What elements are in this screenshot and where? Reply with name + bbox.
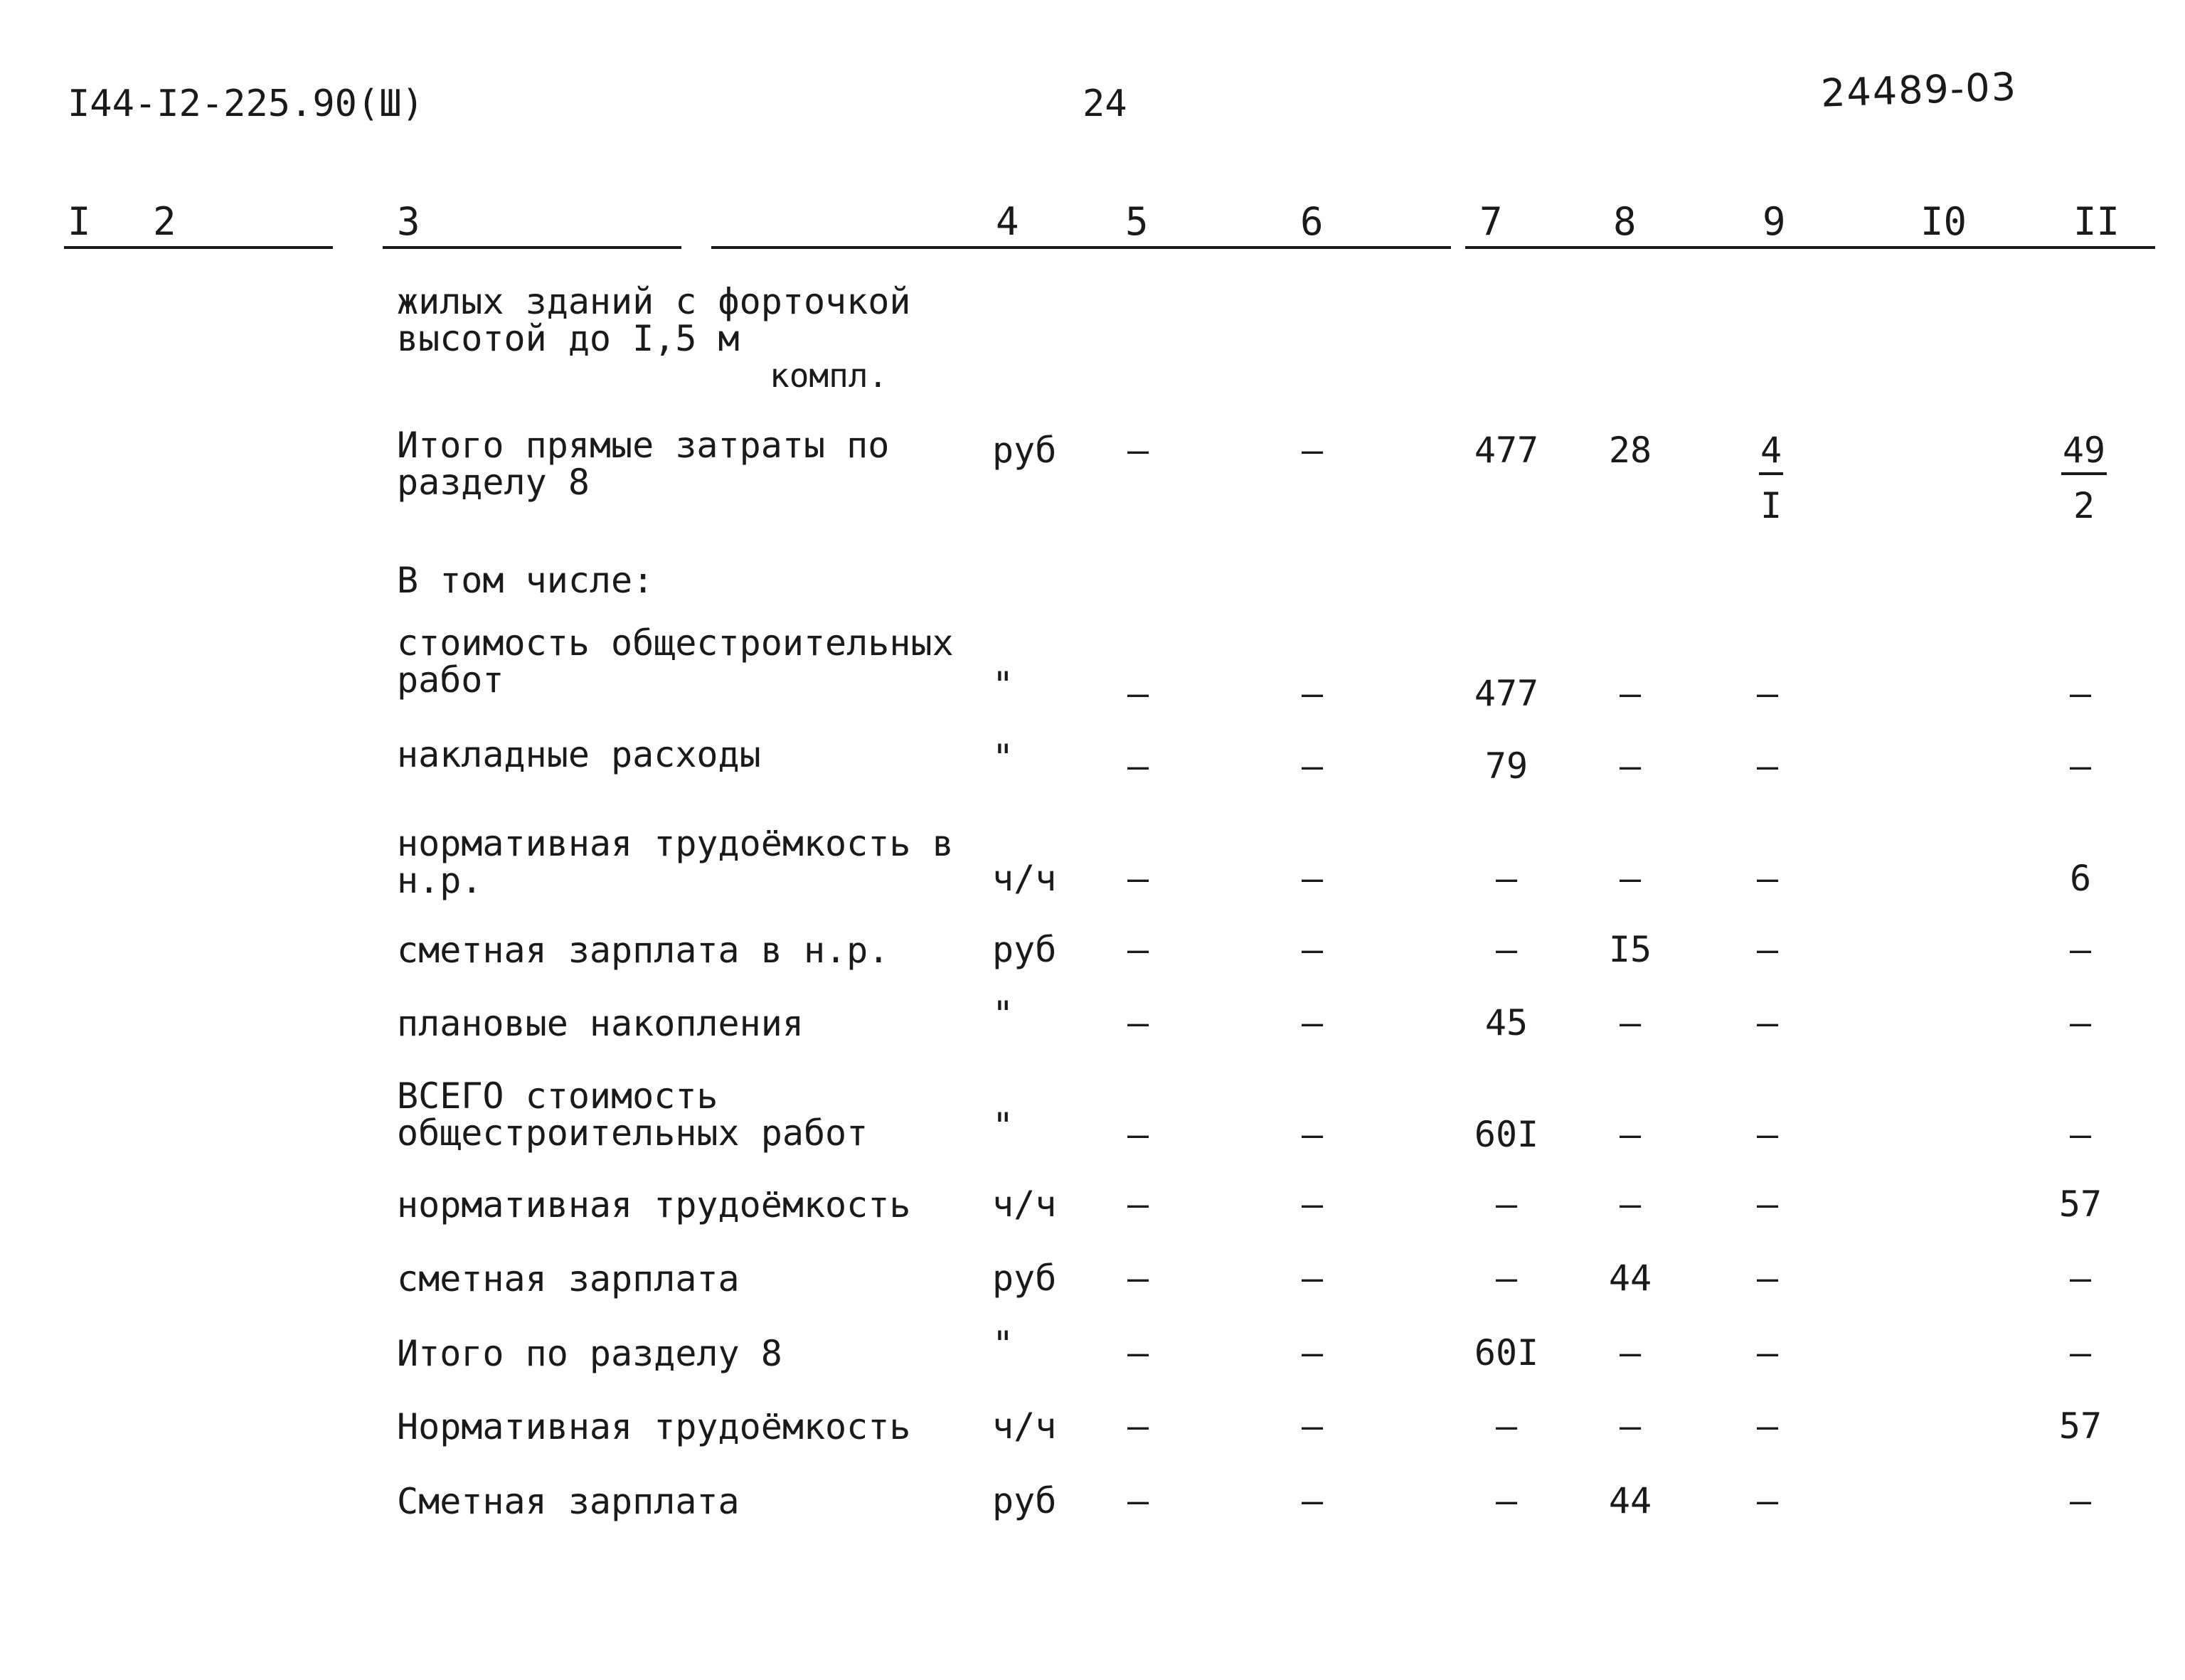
cell-c5: –	[1127, 1405, 1149, 1447]
row-description: сметная зарплата в н.р.	[397, 930, 890, 971]
row-description: Сметная зарплата	[397, 1481, 740, 1522]
cell-c9: –	[1756, 745, 1779, 787]
column-header-11: II	[2073, 199, 2120, 244]
document-code: I44-I2-225.90(Ш)	[68, 83, 424, 125]
column-header-2: 2	[153, 199, 176, 244]
cell-c6: –	[1301, 858, 1324, 899]
column-header-6: 6	[1300, 199, 1324, 244]
cell-c9: –	[1756, 1002, 1779, 1043]
cell-c6: –	[1301, 1002, 1324, 1043]
header-rule	[383, 246, 681, 249]
cell-c9: –	[1756, 1258, 1779, 1299]
cell-c6: –	[1301, 430, 1324, 471]
row-description: накладные расходы	[397, 734, 761, 775]
cell-c5: –	[1127, 1480, 1149, 1521]
cell-c5: –	[1127, 673, 1149, 714]
cell-c7: 477	[1474, 430, 1539, 471]
cell-c11: –	[2069, 1258, 2092, 1299]
cell-c8: 44	[1608, 1258, 1652, 1299]
cell-c6: –	[1301, 1480, 1324, 1521]
fraction-denominator: I	[1760, 485, 1782, 526]
intro-line-2: высотой до I,5 м	[397, 318, 740, 359]
unit-cell: "	[992, 664, 1014, 706]
column-header-7: 7	[1479, 199, 1503, 244]
cell-c8: –	[1619, 1002, 1642, 1043]
cell-c6: –	[1301, 1405, 1324, 1447]
cell-c5: –	[1127, 858, 1149, 899]
row-description: плановые накопления	[397, 1003, 804, 1044]
cell-c7: –	[1495, 1480, 1518, 1521]
unit-cell: ч/ч	[992, 1405, 1057, 1447]
intro-unit: компл.	[770, 356, 888, 395]
cell-c5: –	[1127, 929, 1149, 970]
cell-c7: 477	[1474, 673, 1539, 714]
column-header-8: 8	[1613, 199, 1637, 244]
unit-cell: "	[992, 994, 1014, 1035]
header-rule	[64, 246, 333, 249]
unit-cell: "	[992, 1105, 1014, 1147]
row-description: Нормативная трудоёмкость	[397, 1406, 911, 1447]
cell-c7: –	[1495, 1184, 1518, 1225]
cell-c9: –	[1756, 1480, 1779, 1521]
fraction-denominator: 2	[2073, 485, 2095, 526]
cell-c7: 60I	[1474, 1114, 1539, 1155]
page-number: 24	[1083, 83, 1127, 125]
fraction-numerator: 4	[1759, 432, 1783, 475]
cell-c11: –	[2069, 1002, 2092, 1043]
column-header-9: 9	[1763, 199, 1786, 244]
cell-c11: 6	[2069, 858, 2092, 899]
row-description: сметная зарплата	[397, 1258, 740, 1299]
cell-c11: –	[2069, 745, 2092, 787]
cell-c7: 60I	[1474, 1332, 1539, 1373]
cell-c6: –	[1301, 1332, 1324, 1373]
cell-c7: –	[1495, 858, 1518, 899]
cell-c8: 28	[1608, 430, 1652, 471]
cell-c8: –	[1619, 1405, 1642, 1447]
fraction	[1759, 430, 1783, 526]
cell-c11: –	[2069, 1114, 2092, 1155]
column-header-4: 4	[996, 199, 1019, 244]
cell-c9: –	[1756, 673, 1779, 714]
cell-c6: –	[1301, 929, 1324, 970]
cell-c9: –	[1756, 1405, 1779, 1447]
cell-c7: –	[1495, 929, 1518, 970]
unit-cell: руб	[992, 1480, 1057, 1521]
cell-c11	[2041, 430, 2127, 526]
cell-c11: –	[2069, 929, 2092, 970]
cell-c5: –	[1127, 1184, 1149, 1225]
cell-c5: –	[1127, 1332, 1149, 1373]
cell-c6: –	[1301, 1114, 1324, 1155]
column-header-10: I0	[1920, 199, 1967, 244]
row-description: нормативная трудоёмкость в н.р.	[397, 823, 954, 901]
cell-c5: –	[1127, 430, 1149, 471]
intro-line-1: жилых зданий с форточкой	[397, 281, 911, 322]
column-header-5: 5	[1125, 199, 1149, 244]
column-header-1: I	[68, 199, 91, 244]
cell-c8: –	[1619, 1184, 1642, 1225]
cell-c7: 79	[1484, 745, 1529, 787]
fraction-numerator: 49	[2061, 432, 2107, 475]
row-description: стоимость общестроительных работ	[397, 622, 954, 701]
cell-c7: 45	[1484, 1002, 1529, 1043]
cell-c6: –	[1301, 1184, 1324, 1225]
cell-c9	[1728, 430, 1814, 526]
cell-c11: 57	[2058, 1184, 2102, 1225]
cell-c8: –	[1619, 1114, 1642, 1155]
cell-c9: –	[1756, 858, 1779, 899]
cell-c6: –	[1301, 1258, 1324, 1299]
cell-c8: 44	[1608, 1480, 1652, 1521]
cell-c9: –	[1756, 1332, 1779, 1373]
cell-c8: –	[1619, 858, 1642, 899]
unit-cell: ч/ч	[992, 858, 1057, 899]
fraction	[2061, 430, 2107, 526]
cell-c5: –	[1127, 745, 1149, 787]
cell-c5: –	[1127, 1002, 1149, 1043]
cell-c8: –	[1619, 745, 1642, 787]
unit-cell: "	[992, 737, 1014, 778]
row-description: В том числе:	[397, 560, 654, 601]
cell-c11: 57	[2058, 1405, 2102, 1447]
archive-number-stamp: 24489-03	[1819, 64, 2018, 116]
unit-cell: руб	[992, 430, 1057, 471]
row-description: Итого по разделу 8	[397, 1333, 782, 1374]
cell-c5: –	[1127, 1114, 1149, 1155]
cell-c6: –	[1301, 673, 1324, 714]
cell-c8: –	[1619, 1332, 1642, 1373]
unit-cell: "	[992, 1324, 1014, 1365]
header-rule	[711, 246, 1451, 249]
cell-c11: –	[2069, 673, 2092, 714]
cell-c5: –	[1127, 1258, 1149, 1299]
cell-c11: –	[2069, 1332, 2092, 1373]
cell-c7: –	[1495, 1405, 1518, 1447]
unit-cell: руб	[992, 929, 1057, 970]
cell-c7: –	[1495, 1258, 1518, 1299]
cell-c11: –	[2069, 1480, 2092, 1521]
row-description: ВСЕГО стоимость общестроительных работ	[397, 1075, 868, 1154]
unit-cell: ч/ч	[992, 1184, 1057, 1225]
cell-c8: –	[1619, 673, 1642, 714]
cell-c9: –	[1756, 1184, 1779, 1225]
cell-c9: –	[1756, 929, 1779, 970]
cell-c6: –	[1301, 745, 1324, 787]
row-description: нормативная трудоёмкость	[397, 1184, 911, 1226]
row-description: Итого прямые затраты по разделу 8	[397, 425, 890, 503]
header-rule	[1465, 246, 2155, 249]
column-header-3: 3	[397, 199, 420, 244]
cell-c8: I5	[1608, 929, 1652, 970]
cell-c9: –	[1756, 1114, 1779, 1155]
unit-cell: руб	[992, 1258, 1057, 1299]
